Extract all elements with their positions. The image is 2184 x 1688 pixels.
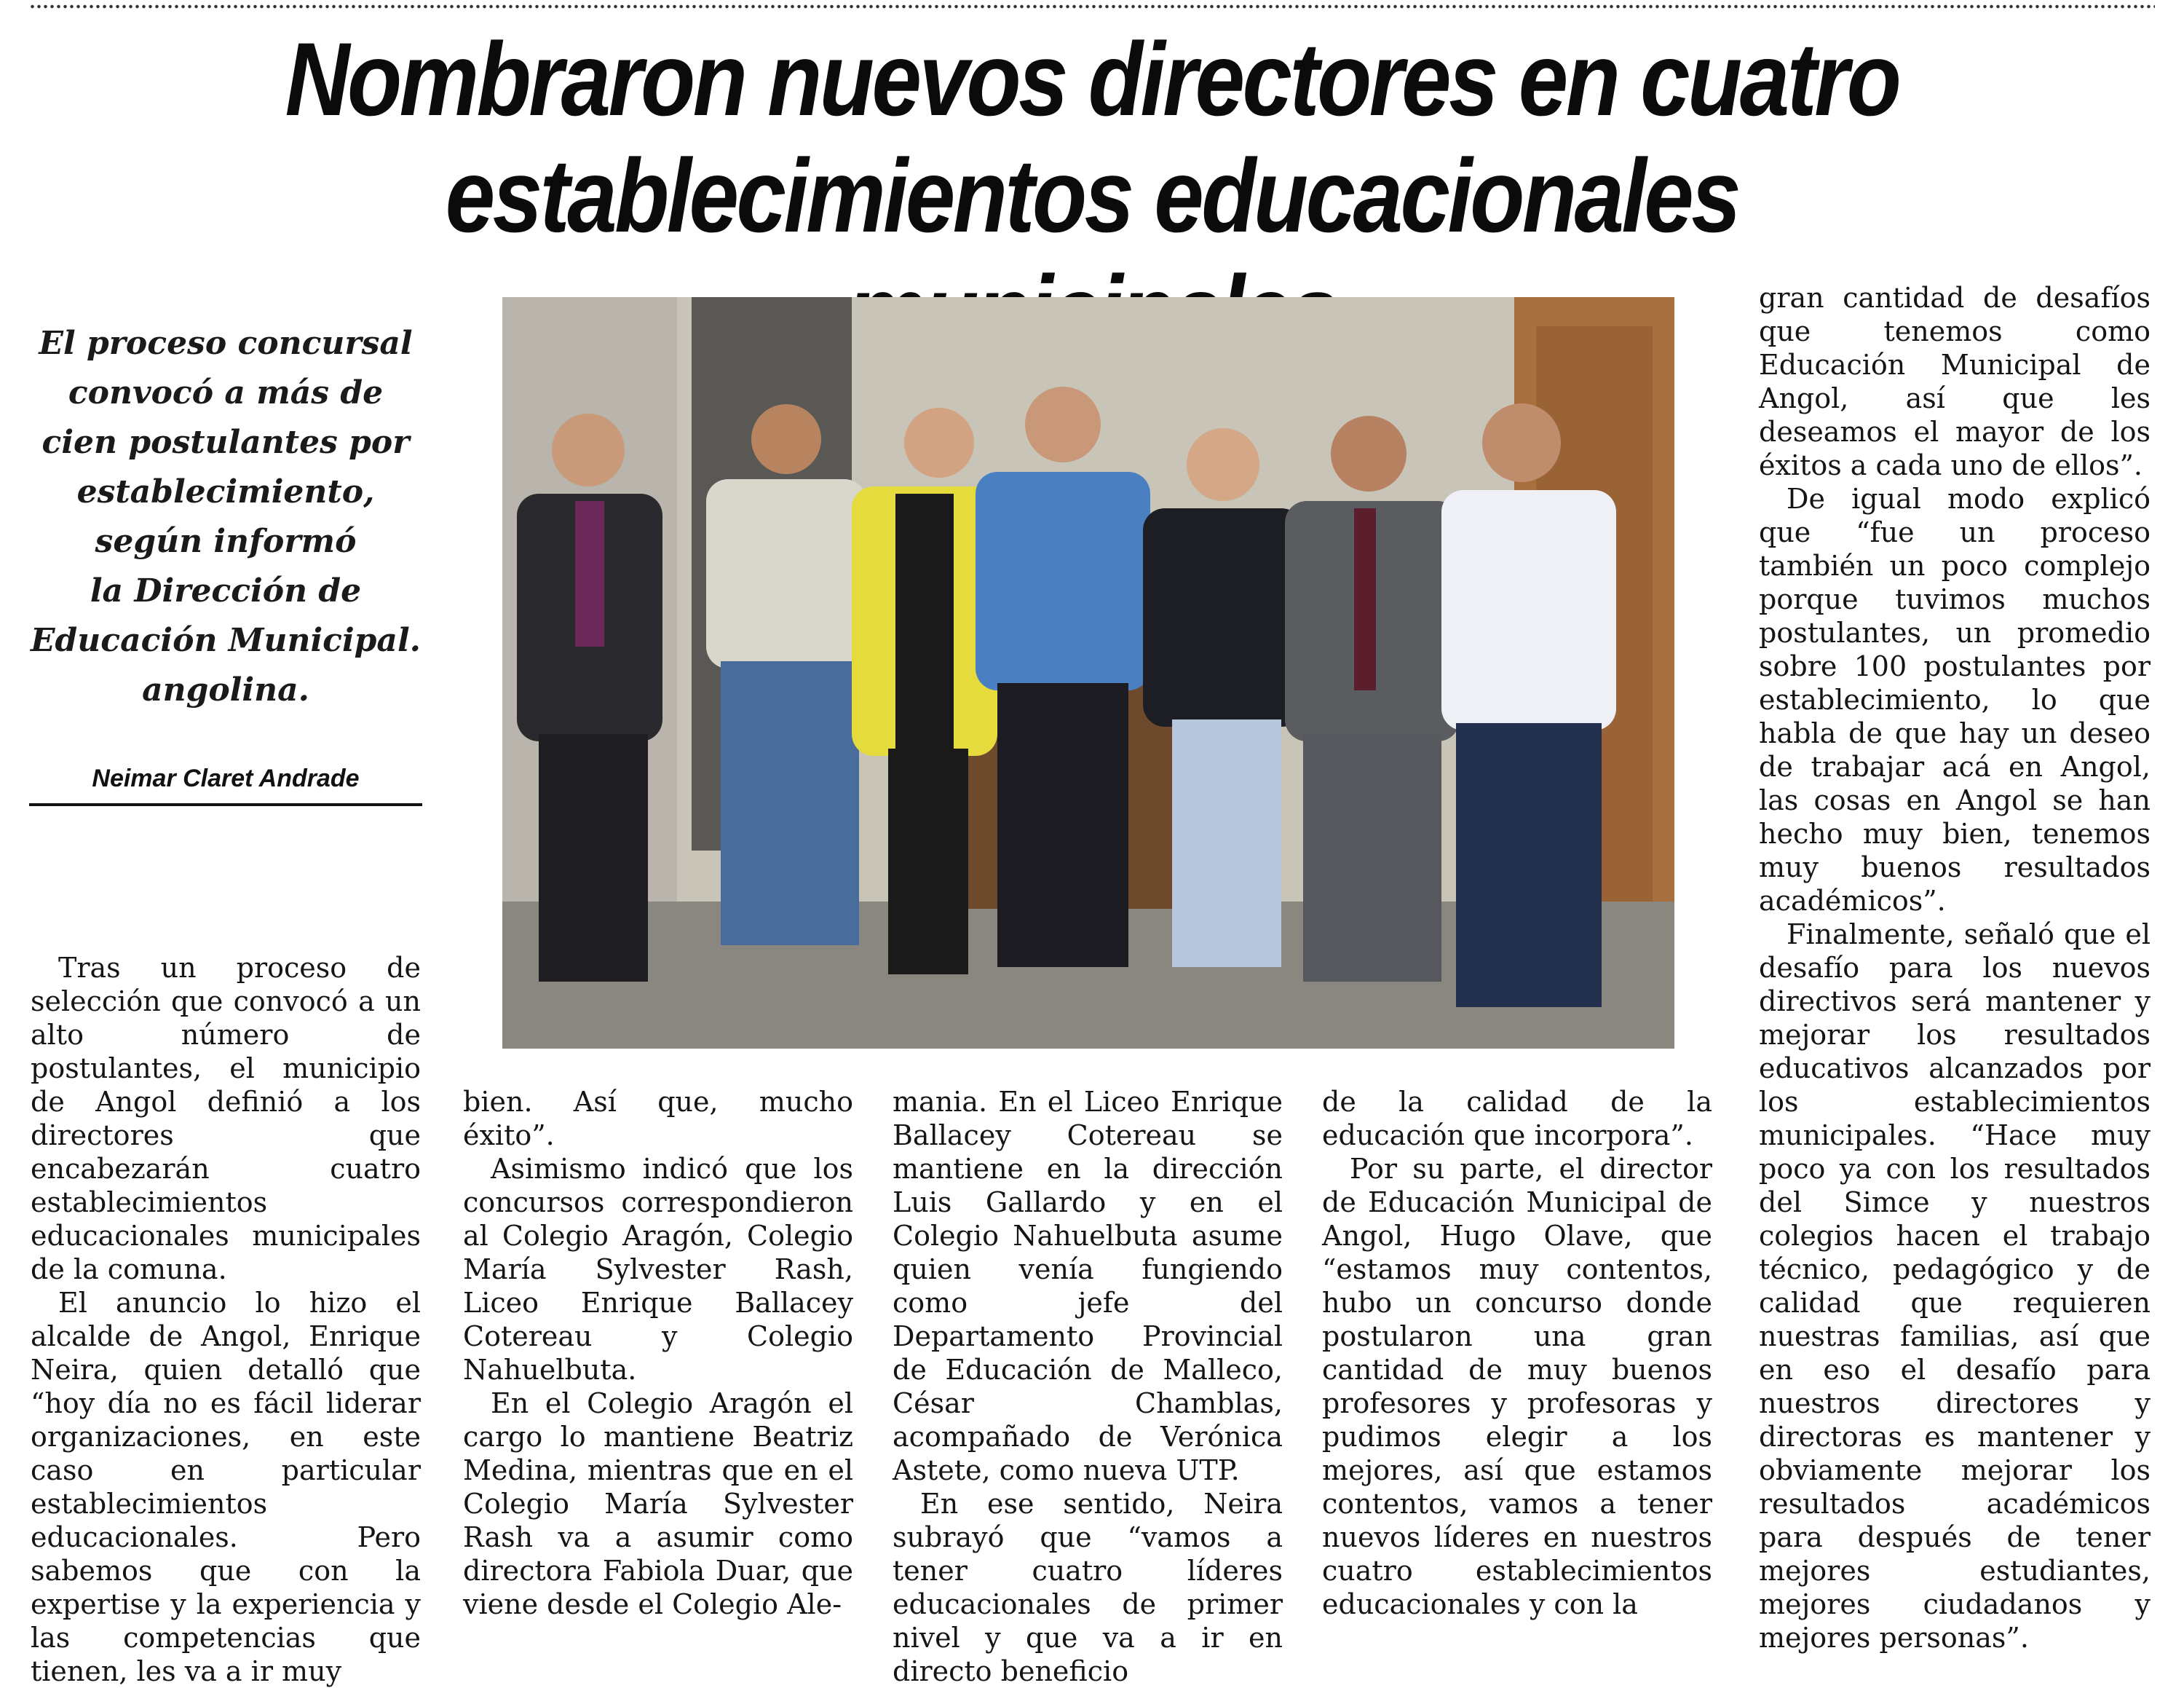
article-column-1	[31, 951, 421, 1688]
paragraph: de la calidad de la educación que incorpora”.	[1322, 1086, 1712, 1151]
article-column-4	[1322, 1085, 1712, 1621]
article-column-3	[893, 1085, 1283, 1688]
article-column-5	[1759, 281, 2151, 1655]
lede-line: El proceso concursal	[39, 325, 413, 362]
paragraph: Por su parte, el director de Educación Municipal de Angol, Hugo Olave, que “estamos muy contentos, hubo un concurso donde postularon una gran cantidad de muy buenos profesores y profesoras y pudimos elegir a los mejores, así que estamos contentos, vamos a tener nuevos líderes en nuestros cuatro establecimientos educacionales y con la	[1322, 1153, 1712, 1620]
paragraph: El anuncio lo hizo el alcalde de Angol, Enrique Neira, quien detalló que “hoy día no es fácil liderar organizaciones, en este caso en particular establecimientos educacionales. Pero sabemos que con la expertise y la experiencia y las competencias que tienen, les va a ir muy	[31, 1287, 421, 1687]
article-column-2	[463, 1085, 853, 1621]
paragraph: En ese sentido, Neira subrayó que “vamos a tener cuatro líderes educacionales de primer nivel y que va a ir en directo beneficio	[893, 1488, 1283, 1687]
paragraph: gran cantidad de desafíos que tenemos como Educación Municipal de Angol, así que les deseamos el mayor de los éxitos a cada uno de ellos”.	[1759, 282, 2151, 481]
group-photo	[502, 297, 1674, 1049]
lede-line: angolina.	[142, 671, 309, 709]
paragraph: Tras un proceso de selección que convocó a un alto número de postulantes, el municipio de Angol definió a los directores que encabezarán cuatro establecimientos educacionales municipales de la comuna.	[31, 952, 421, 1285]
paragraph: Finalmente, señaló que el desafío para los nuevos directivos será mantener y mejorar los resultados educativos alcanzados por los establecimientos municipales. “Hace muy poco ya con los resultados del Simce y nuestros colegios hacen el trabajo técnico, pedagógico y de calidad que requieren nuestras familias, así que en eso el desafío para nuestros directores y directoras es mantener y obviamente mejorar los resultados académicos para después de tener mejores estudiantes, mejores ciudadanos y mejores personas”.	[1759, 918, 2151, 1654]
lede-line: establecimiento,	[76, 473, 375, 510]
lede-line: según informó	[95, 523, 357, 560]
group-photo-illustration	[502, 297, 1674, 1049]
paragraph: De igual modo explicó que “fue un proceso también un poco complejo porque tuvimos muchos postulantes, un promedio sobre 100 postulantes por establecimiento, lo que habla de que hay un deseo de trabajar acá en Angol, las cosas en Angol se han hecho muy bien, tenemos muy buenos resultados académicos”.	[1759, 483, 2151, 917]
paragraph: bien. Así que, mucho éxito”.	[463, 1086, 853, 1151]
lede-summary	[29, 319, 422, 715]
lede-line: cien postulantes por	[41, 424, 410, 461]
byline: Neimar Claret Andrade	[29, 765, 422, 806]
headline-line-1: Nombraron nuevos directores en cuatro	[285, 22, 1899, 138]
paragraph: Asimismo indicó que los concursos correspondieron al Colegio Aragón, Colegio María Sylvester Rash, Liceo Enrique Ballacey Cotereau y Colegio Nahuelbuta.	[463, 1153, 853, 1386]
top-dotted-rule	[29, 3, 2155, 10]
lede-line: Educación Municipal.	[31, 622, 421, 659]
lede-line: convocó a más de	[68, 374, 384, 411]
paragraph: En el Colegio Aragón el cargo lo mantiene Beatriz Medina, mientras que en el Colegio María Sylvester Rash va a asumir como directora Fabiola Duar, que viene desde el Colegio Ale-	[463, 1387, 853, 1620]
paragraph: mania. En el Liceo Enrique Ballacey Cotereau se mantiene en la dirección Luis Gallardo y en el Colegio Nahuelbuta asume quien venía fungiendo como jefe del Departamento Provincial de Educación de Malleco, César Chamblas, acompañado de Verónica Astete, como nueva UTP.	[893, 1086, 1283, 1486]
headline-line-2: establecimientos educacionales	[445, 138, 1739, 254]
lede-line: la Dirección de	[90, 572, 362, 610]
